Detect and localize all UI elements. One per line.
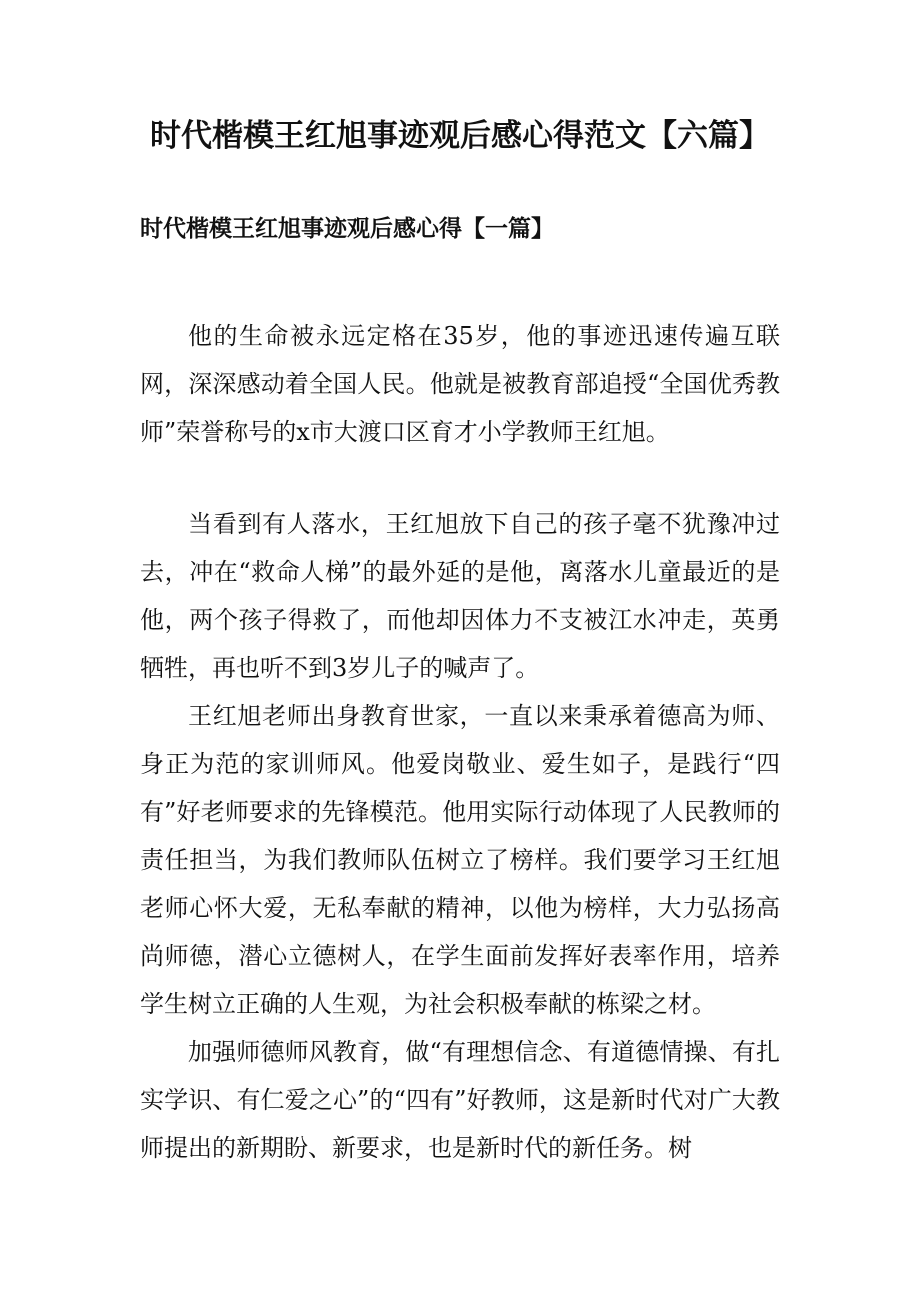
paragraph-1: 他的生命被永远定格在35岁，他的事迹迅速传遍互联网，深深感动着全国人民。他就是被教育部追授“全国优秀教师”荣誉称号的x市大渡口区育才小学教师王红旭。	[140, 322, 780, 446]
section-heading: 时代楷模王红旭事迹观后感心得【一篇】	[140, 215, 554, 242]
paragraph-4: 加强师德师风教育，做“有理想信念、有道德情操、有扎实学识、有仁爱之心”的“四有”好教师，这是新时代对广大教师提出的新期盼、新要求，也是新时代的新任务。树	[140, 1038, 780, 1162]
paragraph-2: 当看到有人落水，王红旭放下自己的孩子毫不犹豫冲过去，冲在“救命人梯”的最外延的是他，离落水儿童最近的是他，两个孩子得救了，而他却因体力不支被江水冲走，英勇牺牲，再也听不到3岁儿子的喊声了。	[140, 510, 780, 682]
paragraph-3: 王红旭老师出身教育世家，一直以来秉承着德高为师、身正为范的家训师风。他爱岗敬业、爱生如子，是践行“四有”好老师要求的先锋模范。他用实际行动体现了人民教师的责任担当，为我们教师队伍树立了榜样。我们要学习王红旭老师心怀大爱，无私奉献的精神，以他为榜样，大力弘扬高尚师德，潜心立德树人，在学生面前发挥好表率作用，培养学生树立正确的人生观，为社会积极奉献的栋梁之材。	[140, 702, 780, 1018]
document-title: 时代楷模王红旭事迹观后感心得范文【六篇】	[150, 118, 770, 154]
